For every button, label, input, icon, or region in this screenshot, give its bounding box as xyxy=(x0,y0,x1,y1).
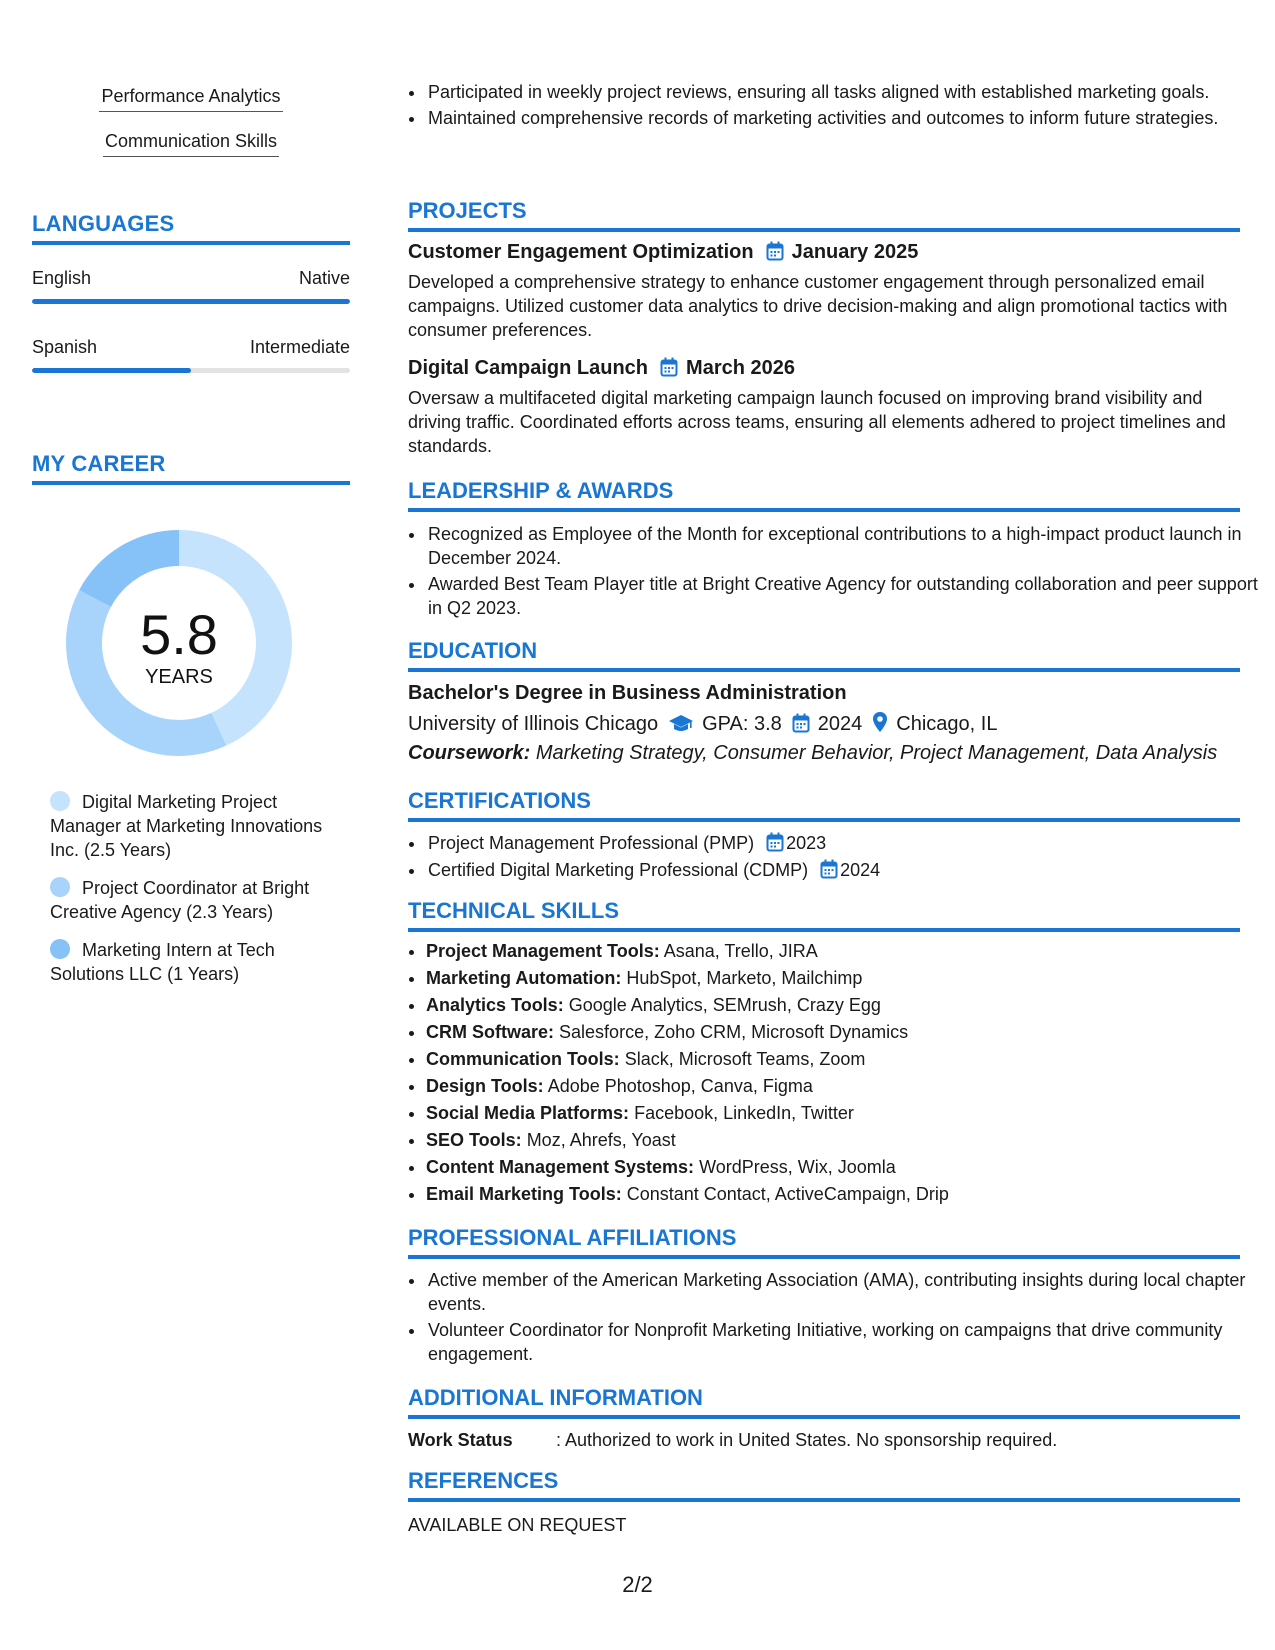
language-proficiency-bar xyxy=(32,299,350,304)
leadership-title: LEADERSHIP & AWARDS xyxy=(408,478,674,503)
graduation-cap-icon xyxy=(668,713,694,733)
coursework xyxy=(408,742,1217,765)
skill-values: Constant Contact, ActiveCampaign, Drip xyxy=(626,1184,949,1204)
skill-category: CRM Software: xyxy=(426,1022,555,1042)
calendar-icon xyxy=(766,241,784,261)
career-legend-item xyxy=(50,790,340,862)
project-date: January 2025 xyxy=(791,241,919,263)
calendar-icon xyxy=(792,713,810,733)
career-total: 5.8 xyxy=(140,603,218,666)
technical-skills-title: TECHNICAL SKILLS xyxy=(408,898,620,923)
list-item xyxy=(426,1100,1258,1127)
education-year: 2024 xyxy=(817,713,863,735)
calendar-icon xyxy=(766,832,784,852)
section-divider xyxy=(408,1498,1240,1502)
projects-title: PROJECTS xyxy=(408,198,527,223)
skill-values: Slack, Microsoft Teams, Zoom xyxy=(624,1049,866,1069)
skill-tag-label: Communication Skills xyxy=(103,131,279,157)
additional-info-title: ADDITIONAL INFORMATION xyxy=(408,1385,703,1410)
career-title: MY CAREER xyxy=(32,451,166,476)
section-divider xyxy=(408,818,1240,822)
list-item xyxy=(426,857,1258,884)
skill-category: Social Media Platforms: xyxy=(426,1103,630,1123)
references-title: REFERENCES xyxy=(408,1468,559,1493)
legend-dot-icon xyxy=(50,877,70,897)
skill-tag xyxy=(32,131,350,157)
experience-bullets xyxy=(408,80,1258,132)
education-gpa: GPA: 3.8 xyxy=(702,713,782,735)
leadership-list xyxy=(408,522,1258,622)
skill-category: SEO Tools: xyxy=(426,1130,522,1150)
certification-name: Certified Digital Marketing Professional (CDMP) xyxy=(428,860,809,880)
list-item: • Recognized as Employee of the Month for exceptional contributions to a high-impact product launch in December 2024. xyxy=(426,522,1258,570)
skill-tag-label: Performance Analytics xyxy=(99,86,282,112)
project-heading xyxy=(408,241,918,264)
list-item xyxy=(426,1073,1258,1100)
affiliations-list xyxy=(408,1268,1258,1368)
project-heading xyxy=(408,357,795,380)
skill-values: Salesforce, Zoho CRM, Microsoft Dynamics xyxy=(559,1022,909,1042)
list-item: • Awarded Best Team Player title at Bright Creative Agency for outstanding collaboration and peer support in Q2 2023. xyxy=(426,572,1258,620)
skill-category: Design Tools: xyxy=(426,1076,544,1096)
project-name: Customer Engagement Optimization xyxy=(408,241,754,263)
list-item xyxy=(426,1019,1258,1046)
work-status-value: : Authorized to work in United States. No sponsorship required. xyxy=(556,1430,1058,1450)
certification-name: Project Management Professional (PMP) xyxy=(428,833,755,853)
legend-dot-icon xyxy=(50,791,70,811)
language-proficiency-bar xyxy=(32,368,350,373)
career-role-label: Digital Marketing Project Manager at Marketing Innovations Inc. (2.5 Years) xyxy=(50,792,323,860)
project-name: Digital Campaign Launch xyxy=(408,357,649,379)
location-pin-icon xyxy=(872,711,888,733)
skill-tag xyxy=(32,86,350,112)
language-level: Native xyxy=(298,268,350,288)
skill-category: Project Management Tools: xyxy=(426,941,660,961)
language-proficiency-fill xyxy=(32,368,191,373)
certifications-title: CERTIFICATIONS xyxy=(408,788,591,813)
education-title: EDUCATION xyxy=(408,638,538,663)
calendar-icon xyxy=(820,859,838,879)
skill-values: HubSpot, Marketo, Mailchimp xyxy=(626,968,863,988)
skill-category: Communication Tools: xyxy=(426,1049,620,1069)
list-item xyxy=(426,938,1258,965)
skill-values: Adobe Photoshop, Canva, Figma xyxy=(547,1076,813,1096)
legend-dot-icon xyxy=(50,939,70,959)
references-text: AVAILABLE ON REQUEST xyxy=(408,1515,627,1535)
skill-category: Email Marketing Tools: xyxy=(426,1184,622,1204)
section-divider xyxy=(408,508,1240,512)
career-legend-item xyxy=(50,876,340,924)
work-status-row xyxy=(408,1430,1057,1451)
list-item xyxy=(426,1127,1258,1154)
section-divider xyxy=(408,668,1240,672)
coursework-label: Coursework: xyxy=(408,742,531,764)
list-item: • Active member of the American Marketing Association (AMA), contributing insights during local chapter events. xyxy=(426,1268,1258,1316)
skill-category: Analytics Tools: xyxy=(426,995,564,1015)
languages-title: LANGUAGES xyxy=(32,211,175,236)
list-item: • Volunteer Coordinator for Nonprofit Marketing Initiative, working on campaigns that drive community engagement. xyxy=(426,1318,1258,1366)
skill-category: Content Management Systems: xyxy=(426,1157,695,1177)
list-item xyxy=(426,1154,1258,1181)
project-description: Oversaw a multifaceted digital marketing campaign launch focused on improving brand visibility and driving traffic. Coordinated efforts across teams, ensuring all elements adhered to project timelines and standards. xyxy=(408,388,1226,456)
list-item xyxy=(426,965,1258,992)
skill-values: WordPress, Wix, Joomla xyxy=(699,1157,896,1177)
calendar-icon xyxy=(660,357,678,377)
affiliations-title: PROFESSIONAL AFFILIATIONS xyxy=(408,1225,737,1250)
education-location: Chicago, IL xyxy=(896,713,998,735)
certification-year: 2024 xyxy=(840,860,881,880)
certifications-list xyxy=(408,830,1258,884)
coursework-list: Marketing Strategy, Consumer Behavior, Project Management, Data Analysis xyxy=(535,742,1218,764)
language-proficiency-fill xyxy=(32,299,350,304)
education-degree: Bachelor's Degree in Business Administration xyxy=(408,682,847,704)
certification-year: 2023 xyxy=(786,833,827,853)
work-status-label: Work Status xyxy=(408,1430,513,1450)
section-divider xyxy=(32,241,350,245)
page-number: 2/2 xyxy=(622,1572,653,1597)
list-item: • Maintained comprehensive records of marketing activities and outcomes to inform future strategies. xyxy=(426,106,1258,130)
project-date: March 2026 xyxy=(686,357,795,379)
career-donut-chart xyxy=(64,528,294,758)
career-unit: YEARS xyxy=(145,666,213,688)
donut-segment xyxy=(79,530,179,607)
list-item xyxy=(426,1181,1258,1208)
skill-values: Asana, Trello, JIRA xyxy=(663,941,818,961)
education-details xyxy=(408,711,997,736)
school-name: University of Illinois Chicago xyxy=(408,713,659,735)
career-role-label: Marketing Intern at Tech Solutions LLC (1 Years) xyxy=(50,940,275,984)
list-item xyxy=(426,830,1258,857)
section-divider xyxy=(408,928,1240,932)
project-description: Developed a comprehensive strategy to enhance customer engagement through personalized email campaigns. Utilized customer data analytics to drive decision-making and align promotional tactics with consumer preferences. xyxy=(408,272,1228,340)
list-item xyxy=(426,1046,1258,1073)
section-divider xyxy=(408,228,1240,232)
section-divider xyxy=(408,1255,1240,1259)
skill-values: Facebook, LinkedIn, Twitter xyxy=(634,1103,854,1123)
career-legend-item xyxy=(50,938,340,986)
skill-values: Google Analytics, SEMrush, Crazy Egg xyxy=(568,995,881,1015)
language-level: Intermediate xyxy=(249,337,350,357)
section-divider xyxy=(32,481,350,485)
section-divider xyxy=(408,1415,1240,1419)
skill-values: Moz, Ahrefs, Yoast xyxy=(526,1130,676,1150)
language-name: English xyxy=(32,268,92,288)
language-name: Spanish xyxy=(32,337,98,357)
skill-category: Marketing Automation: xyxy=(426,968,622,988)
career-role-label: Project Coordinator at Bright Creative Agency (2.3 Years) xyxy=(50,878,310,922)
list-item: • Participated in weekly project reviews, ensuring all tasks aligned with established marketing goals. xyxy=(426,80,1258,104)
technical-skills-list xyxy=(408,938,1258,1208)
list-item xyxy=(426,992,1258,1019)
